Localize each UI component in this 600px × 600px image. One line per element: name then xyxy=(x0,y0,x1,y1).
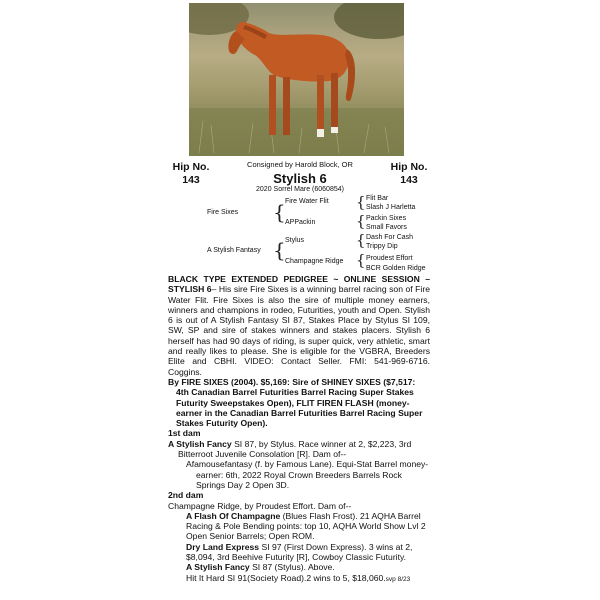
horse-name-title: Stylish 6 xyxy=(273,171,327,186)
catalog-body xyxy=(168,274,430,585)
foal-1-text: (Blues Flash Frost). 21 AQHA Barrel Racing & Pole Bending points: top 10, AQHA World Show Lvl 2 Open Senior Barrels; Open ROM. xyxy=(186,510,426,542)
pedigree-dam-dam-dam: BCR Golden Ridge xyxy=(366,265,426,272)
second-dam-heading: 2nd dam xyxy=(168,490,204,501)
pedigree-dam-sire-dam: Trippy Dip xyxy=(366,243,398,250)
foal-3 xyxy=(168,562,430,572)
pedigree-dam-sire-sire: Dash For Cash xyxy=(366,234,414,241)
consignor-line: Consigned by Harold Block, OR xyxy=(247,160,353,169)
hip-number-right xyxy=(386,161,432,187)
first-dam-heading: 1st dam xyxy=(168,428,201,439)
brace-icon: { xyxy=(356,251,366,269)
sorrel-horse-illustration xyxy=(189,3,404,156)
horse-description: 2020 Sorrel Mare (6060854) xyxy=(256,186,344,193)
sire-paragraph: By FIRE SIXES (2004). $5,169: Sire of SHINEY SIXES ($7,517: 4th Canadian Barrel Futurities Barrel Racing Super Stakes Futurity Sweepstakes Open), FLIT FIREN FLASH (money-earner in the Canadian Barrel Futurities Barrel Racing Super Stakes Futurity Open). xyxy=(168,376,423,429)
pedigree-sire-sire-dam: Slash J Harletta xyxy=(366,204,416,211)
svp-note: svp 8/23 xyxy=(385,575,411,583)
foal-1 xyxy=(168,511,430,542)
foal-2 xyxy=(168,542,430,563)
foal-4-text: Hit It Hard SI 91(Society Road).2 wins to 5, $18,060. xyxy=(186,572,386,583)
pedigree-dam-sire: Stylus xyxy=(285,237,305,244)
hip-number-left xyxy=(168,161,214,187)
pedigree-dam: A Stylish Fantasy xyxy=(207,247,261,254)
horse-photo xyxy=(189,3,404,156)
foal-4 xyxy=(168,573,430,585)
foal-3-name: A Stylish Fancy xyxy=(186,562,250,573)
intro-text: – His sire Fire Sixes is a winning barrel racing son of Fire Water Flit. Fire Sixes is also the sire of multiple money earners, winners and champions in rodeo, Futurities, youth and Open. Stylish 6 is out of A Stylish Fantasy SI 87, Stakes Place by Stylus SI 109, SW, SP and sire of stakes winners and stakes placers. Stylish 6 herself has had 90 days of riding, is super quick, very athletic, smart and really likes to please. She is eligible for the VGBRA, Breeders Elite and CBHI. VIDEO: Contact Seller. FMI: 541-969-6716. Coggins. xyxy=(168,284,430,377)
pedigree-sire-dam-sire: Packin Sixes xyxy=(366,215,407,222)
brace-icon: { xyxy=(356,231,366,249)
hip-label: Hip No. xyxy=(172,161,210,173)
brace-icon: { xyxy=(356,212,366,230)
first-dam-paragraph xyxy=(168,439,430,460)
pedigree-sire-dam-dam: Small Favors xyxy=(366,224,407,231)
pedigree-sire: Fire Sixes xyxy=(207,209,239,216)
pedigree-sire-sire: Fire Water Flit xyxy=(285,198,329,205)
intro-paragraph xyxy=(168,274,430,377)
foal-3-text: SI 87 (Stylus). Above. xyxy=(249,562,335,573)
brace-icon: { xyxy=(356,193,366,211)
pedigree-sire-dam: APPackin xyxy=(285,219,316,226)
hip-label: Hip No. xyxy=(390,161,428,173)
foal-2-text: SI 97 (First Down Express). 3 wins at 2, $8,094, 3rd Beehive Futurity [R], Cowboy Classic Futurity. xyxy=(186,541,413,563)
second-dam-paragraph: Champagne Ridge, by Proudest Effort. Dam of-- xyxy=(168,500,352,511)
pedigree-sire-sire-sire: Flit Bar xyxy=(366,195,389,202)
brace-icon: { xyxy=(273,200,286,224)
hip-number: 143 xyxy=(182,174,200,186)
brace-icon: { xyxy=(273,238,286,262)
first-dam-text: SI 87, by Stylus. Race winner at 2, $2,223, 3rd Bitterroot Juvenile Consolation [R]. Dam of-- xyxy=(178,438,412,460)
hip-number: 143 xyxy=(400,174,418,186)
pedigree-dam-dam-sire: Proudest Effort xyxy=(366,255,413,262)
intro-heading: BLACK TYPE EXTENDED PEDIGREE ~ ONLINE SESSION – STYLISH 6 xyxy=(168,274,430,295)
foal-2-name: Dry Land Express xyxy=(186,541,260,552)
pedigree-dam-dam: Champagne Ridge xyxy=(285,258,344,265)
first-dam-foal: Afamousefantasy (f. by Famous Lane). Equi-Stat Barrel money-earner: 6th, 2022 Royal Crown Breeders Barrels Rock Springs Day 2 Open 3D. xyxy=(186,459,429,490)
first-dam-name: A Stylish Fancy xyxy=(168,438,232,449)
foal-1-name: A Flash Of Champagne xyxy=(186,510,281,521)
